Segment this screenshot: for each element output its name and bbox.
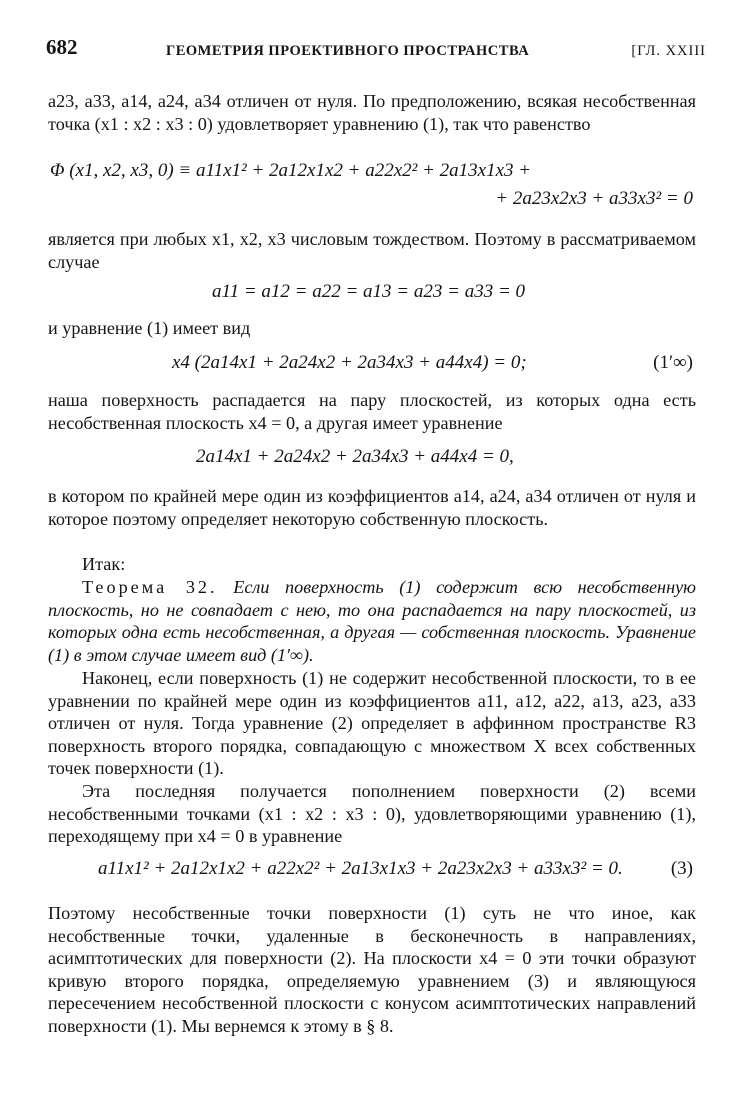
paragraph-4: наша поверхность распадается на пару плоскостей, из которых одна есть несобственная плоскость x4 = 0, а другая имеет уравнение — [48, 390, 696, 433]
paragraph-3: и уравнение (1) имеет вид — [48, 318, 251, 338]
running-header — [46, 36, 706, 66]
equation-plane: 2a14x1 + 2a24x2 + 2a34x3 + a44x4 = 0, — [196, 446, 514, 467]
equation-label-1-inf: (1′∞) — [653, 352, 693, 373]
running-title: ГЕОМЕТРИЯ ПРОЕКТИВНОГО ПРОСТРАНСТВА — [166, 43, 530, 59]
page-number: 682 — [46, 35, 78, 59]
equation-phi-line-2: + 2a23x2x3 + a33x3² = 0 — [495, 188, 693, 209]
theorem-label: Теорема 32. — [82, 577, 218, 597]
paragraph-2: является при любых x1, x2, x3 числовым тождеством. Поэтому в рассматриваемом случае — [48, 229, 696, 272]
equation-label-3: (3) — [670, 858, 693, 879]
equation-phi-line-1: Φ (x1, x2, x3, 0) ≡ a11x1² + 2a12x1x2 + a22x2² + 2a13x1x3 + — [50, 160, 532, 181]
paragraph-6: Итак: — [82, 554, 126, 574]
paragraph-8: Эта последняя получается пополнением поверхности (2) всеми несобственными точками (x1 : x2 : x3 : 0), удовлетворяющими уравнению (1), переходящему при x4 = 0 в уравнение — [48, 781, 696, 846]
paragraph-7: Наконец, если поверхность (1) не содержит несобственной плоскости, то в ее уравнении по крайней мере один из коэффициентов a11, a12, a22, a13, a23, a33 отличен от нуля. Тогда уравнение (2) определяет в аффинном пространстве R3 поверхность второго порядка, совпадающую с множеством X всех собственных точек поверхности (1). — [48, 668, 696, 778]
equation-3: a11x1² + 2a12x1x2 + a22x2² + 2a13x1x3 + 2a23x2x3 + a33x3² = 0. — [98, 858, 623, 879]
paragraph-5: в котором по крайней мере один из коэффициентов a14, a24, a34 отличен от нуля и которое поэтому определяет некоторую собственную плоскость. — [48, 486, 696, 529]
theorem-3-2 — [48, 576, 696, 666]
paragraph-1: a23, a33, a14, a24, a34 отличен от нуля. По предположению, всякая несобственная точка (x1 : x2 : x3 : 0) удовлетворяет уравнению (1), так что равенство — [48, 91, 696, 134]
theorem-text: Если поверхность (1) содержит всю несобственную плоскость, но не совпадает с нею, то она распадается на пару плоскостей, из которых одна есть несобственная, а другая — собственная плоскость. Уравнение (1) в этом случае имеет вид (1′∞). — [48, 577, 696, 665]
equation-1-inf: x4 (2a14x1 + 2a24x2 + 2a34x3 + a44x4) = 0; — [172, 352, 527, 373]
paragraph-9: Поэтому несобственные точки поверхности (1) суть не что иное, как несобственные точки, удаленные в бесконечность в направлениях, асимптотических для поверхности (2). На плоскости x4 = 0 эти точки образуют кривую второго порядка, определяемую уравнением (3) и являющуюся пересечением несобственной плоскости с конусом асимптотических направлений поверхности (1). Мы вернемся к этому в § 8. — [48, 903, 696, 1036]
equation-coefficients-zero: a11 = a12 = a22 = a13 = a23 = a33 = 0 — [212, 281, 526, 302]
chapter-label: [ГЛ. XXIII — [631, 43, 706, 59]
